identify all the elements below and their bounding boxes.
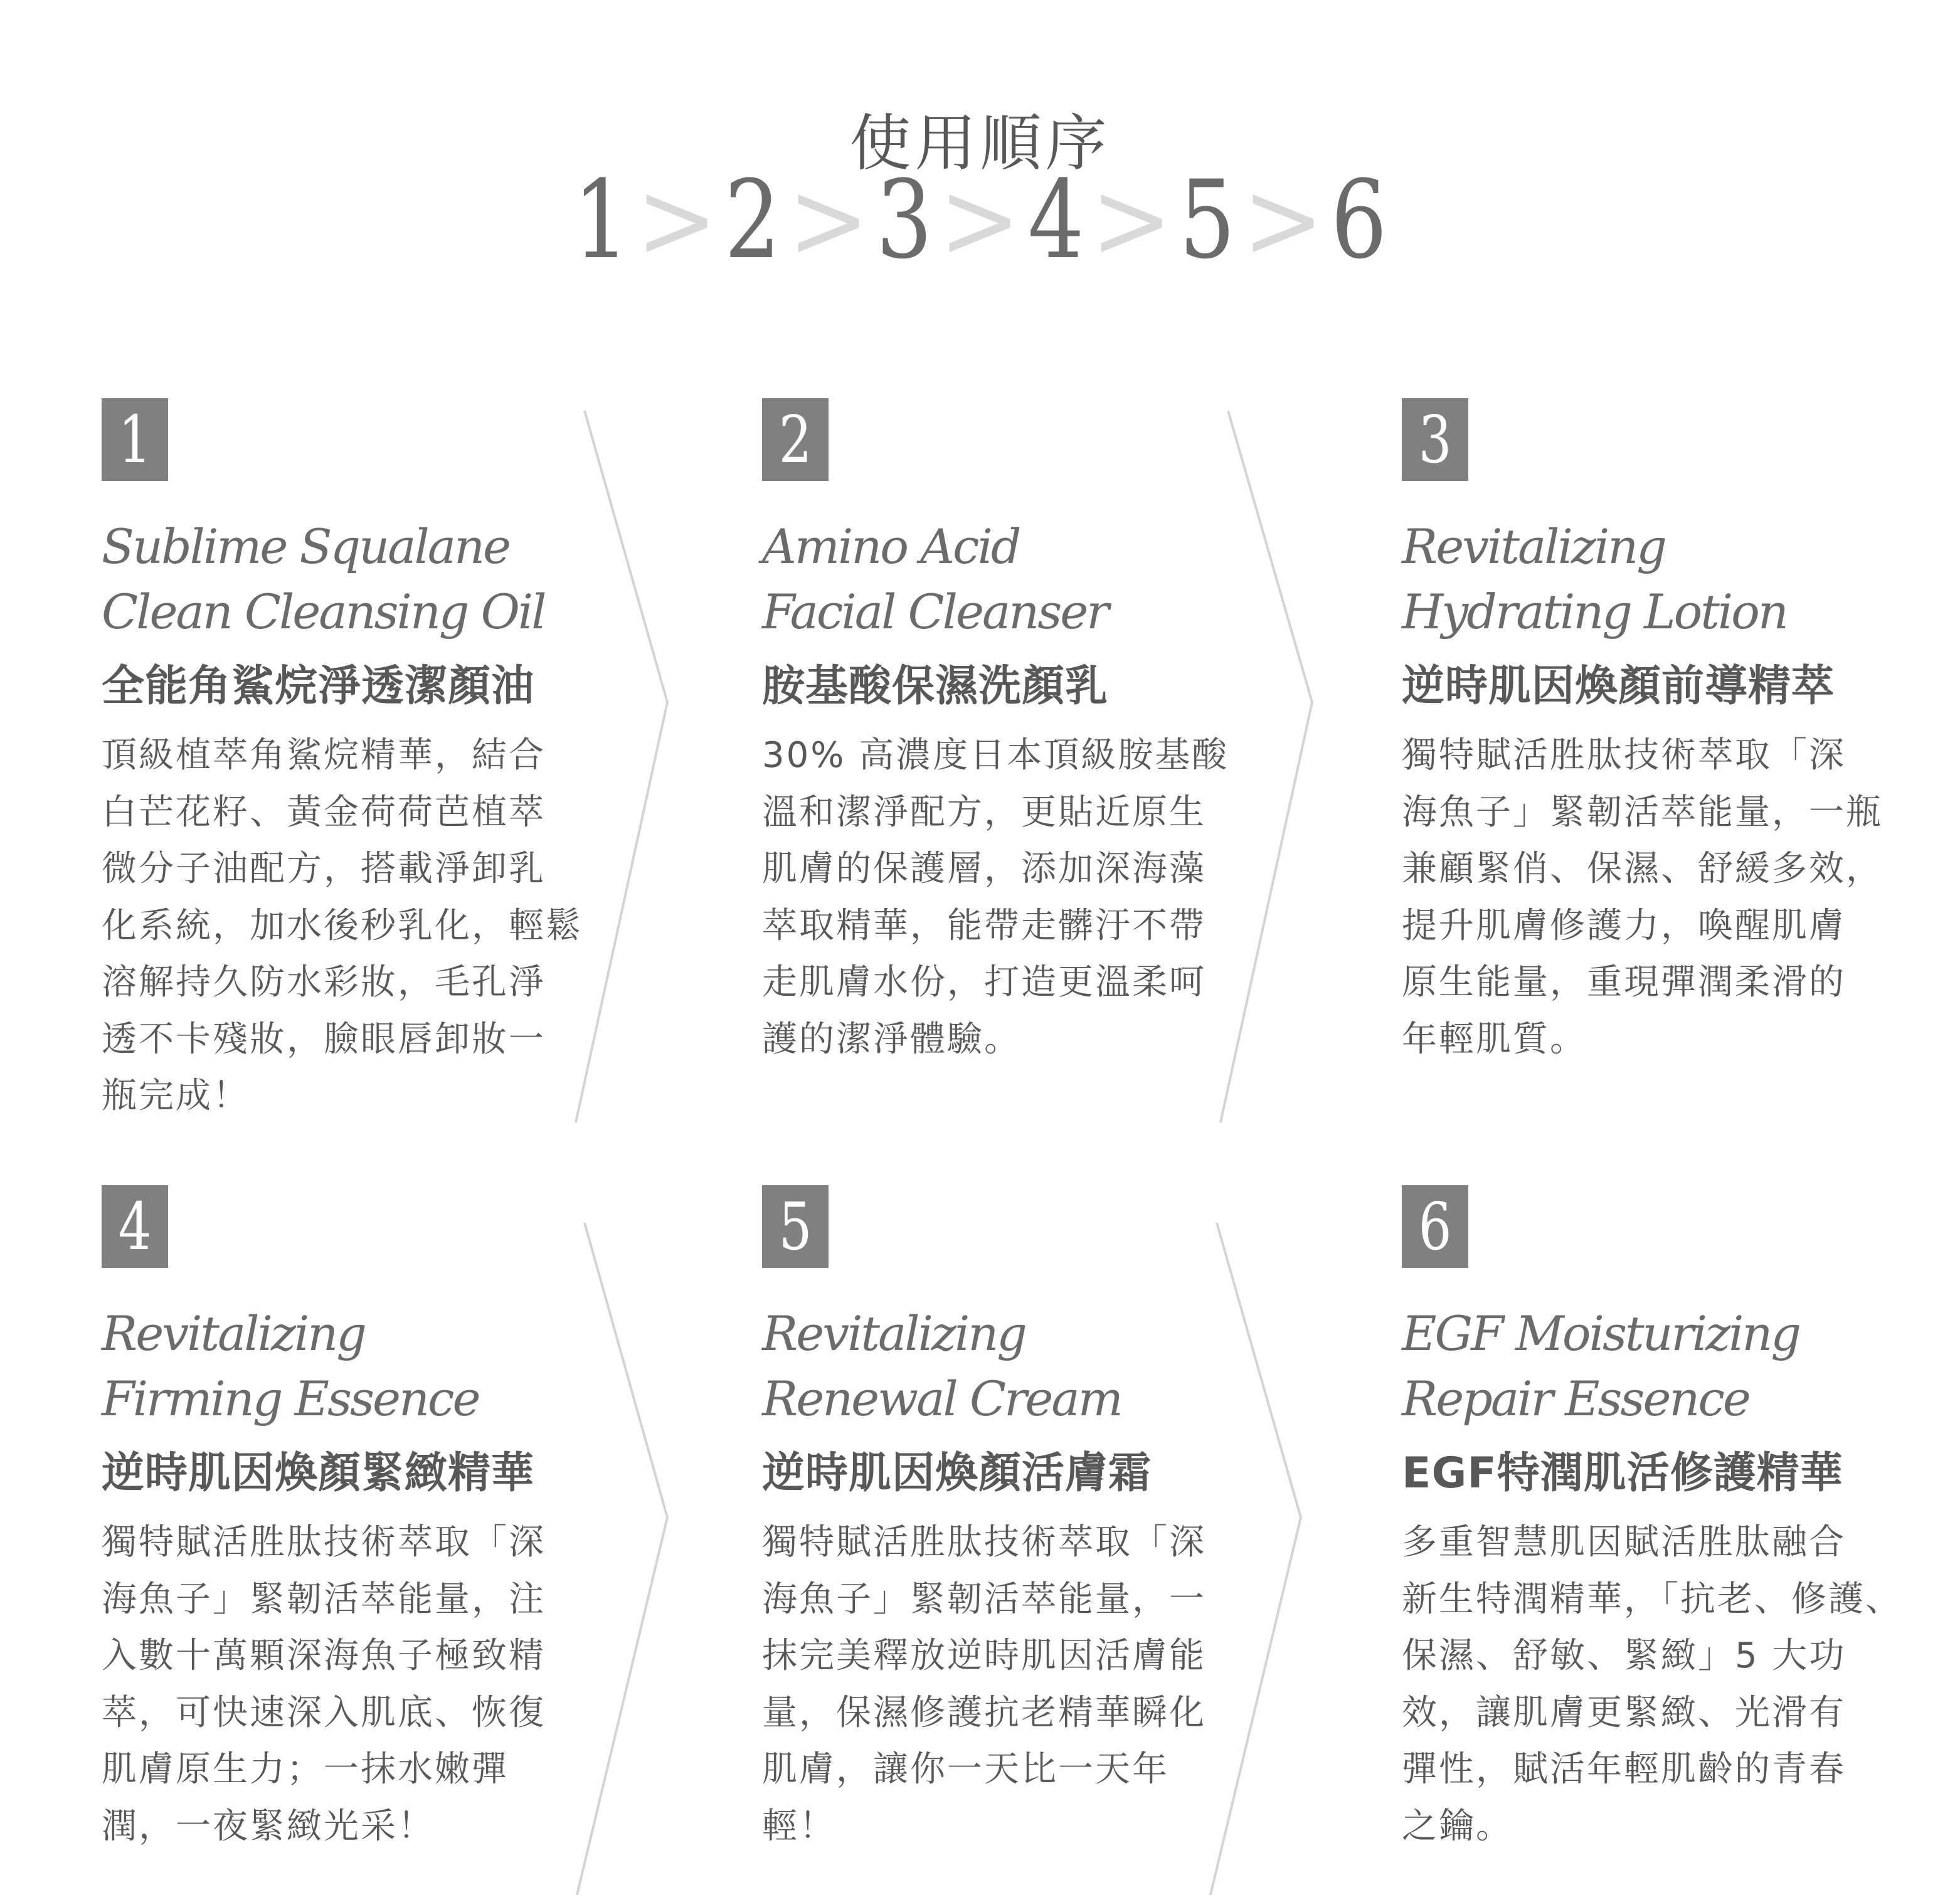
product-chinese-name: 逆時肌因煥顏緊緻精華 bbox=[102, 1449, 535, 1498]
sequence-number: 4 bbox=[1027, 157, 1084, 283]
sequence-number: 3 bbox=[876, 157, 933, 283]
sequence-arrow: > bbox=[788, 157, 869, 283]
sequence-arrow: > bbox=[1242, 157, 1324, 283]
product-chinese-name: 逆時肌因煥顏活膚霜 bbox=[762, 1449, 1152, 1498]
step-number-badge: 6 bbox=[1402, 1185, 1468, 1268]
product-english-name: Revitalizing Hydrating Lotion bbox=[1402, 519, 1787, 640]
sequence-number: 1 bbox=[573, 157, 630, 283]
product-english-name: Sublime Squalane Clean Cleansing Oil bbox=[102, 519, 545, 640]
sequence-number: 2 bbox=[724, 157, 781, 283]
sequence-number: 6 bbox=[1330, 157, 1387, 283]
sequence-arrow: > bbox=[1091, 157, 1172, 283]
step-number-badge: 5 bbox=[762, 1185, 829, 1268]
product-description: 多重智慧肌因賦活胜肽融合 新生特潤精華，「抗老、修護、 保濕、舒敏、緊緻」5 大功 效，讓肌膚更緊緻、光滑有 彈性，賦活年輕肌齡的青春 之鑰。 bbox=[1402, 1522, 1902, 1847]
product-description: 獨特賦活胜肽技術萃取「深 海魚子」緊韌活萃能量，一瓶 兼顧緊俏、保濕、舒緩多效， 提升肌膚修護力，喚醒肌膚 原生能量，重現彈潤柔滑的 年輕肌質。 bbox=[1402, 735, 1883, 1060]
product-chinese-name: 全能角鯊烷淨透潔顏油 bbox=[102, 662, 535, 711]
product-english-name: Amino Acid Facial Cleanser bbox=[762, 519, 1108, 640]
usage-order-title: 使用順序 bbox=[849, 108, 1111, 179]
step-number-badge: 4 bbox=[102, 1185, 168, 1268]
product-chinese-name: 逆時肌因煥顏前導精萃 bbox=[1402, 662, 1835, 711]
product-english-name: EGF Moisturizing Repair Essence bbox=[1402, 1306, 1800, 1427]
product-english-name: Revitalizing Firming Essence bbox=[102, 1306, 479, 1427]
product-description: 獨特賦活胜肽技術萃取「深 海魚子」緊韌活萃能量，注 入數十萬顆深海魚子極致精 萃，可快速深入肌底、恢復 肌膚原生力；一抹水嫩彈 潤，一夜緊緻光采！ bbox=[102, 1522, 546, 1847]
product-description: 頂級植萃角鯊烷精華，結合 白芒花籽、黃金荷荷芭植萃 微分子油配方，搭載淨卸乳 化系統，加水後秒乳化，輕鬆 溶解持久防水彩妝，毛孔淨 透不卡殘妝，臉眼唇卸妝一 瓶完成！ bbox=[102, 735, 583, 1116]
product-description: 30% 高濃度日本頂級胺基酸 溫和潔淨配方，更貼近原生 肌膚的保護層，添加深海藻 萃取精華，能帶走髒汙不帶 走肌膚水份，打造更溫柔呵 護的潔淨體驗。 bbox=[762, 735, 1229, 1060]
product-english-name: Revitalizing Renewal Cream bbox=[762, 1306, 1121, 1427]
sequence-number: 5 bbox=[1179, 157, 1236, 283]
step-number-badge: 1 bbox=[102, 398, 168, 481]
product-description: 獨特賦活胜肽技術萃取「深 海魚子」緊韌活萃能量，一 抹完美釋放逆時肌因活膚能 量，保濕修護抗老精華瞬化 肌膚，讓你一天比一天年 輕！ bbox=[762, 1522, 1206, 1847]
sequence-arrow: > bbox=[939, 157, 1021, 283]
product-chinese-name: 胺基酸保濕洗顏乳 bbox=[762, 662, 1109, 711]
step-number-badge: 3 bbox=[1402, 398, 1468, 481]
sequence-arrow: > bbox=[636, 157, 718, 283]
product-chinese-name: EGF特潤肌活修護精華 bbox=[1402, 1449, 1843, 1498]
step-number-badge: 2 bbox=[762, 398, 829, 481]
